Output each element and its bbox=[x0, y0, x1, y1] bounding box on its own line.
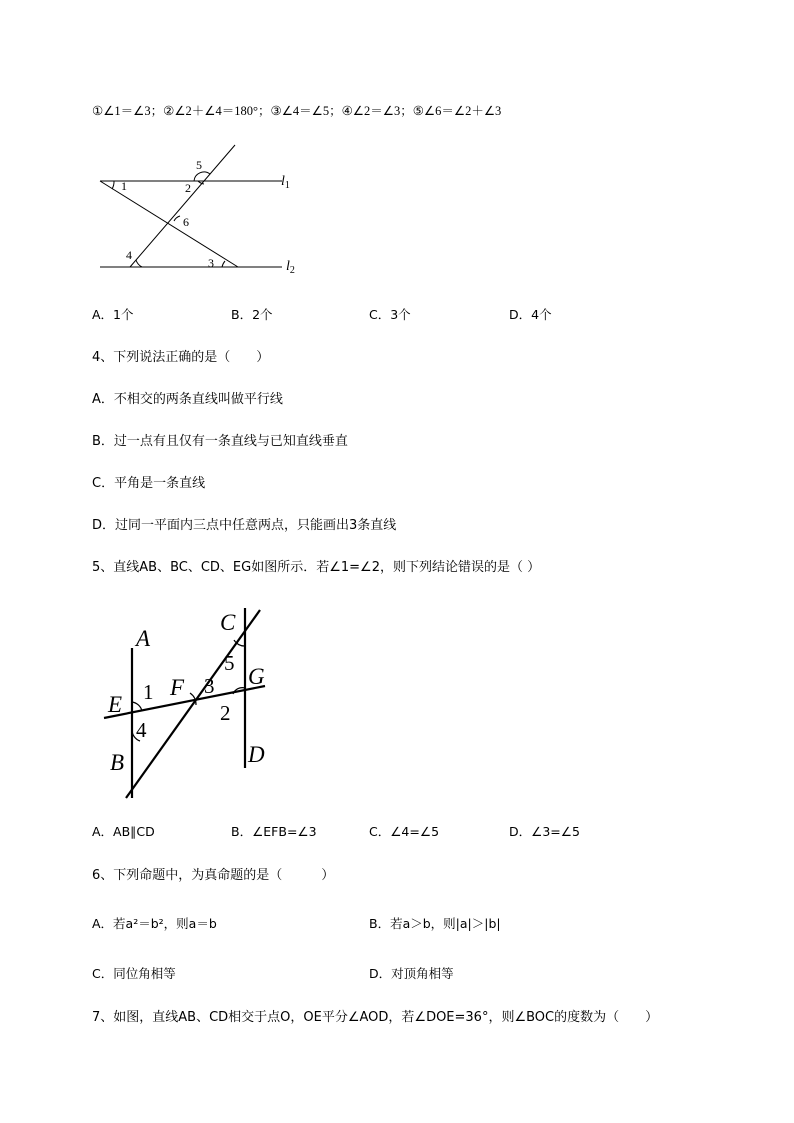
point-g-label: G bbox=[248, 664, 265, 689]
q4-option-a[interactable]: A．不相交的两条直线叫做平行线 bbox=[92, 392, 283, 407]
angle-2-label: 2 bbox=[220, 701, 231, 725]
arc-6 bbox=[174, 216, 180, 221]
point-b-label: B bbox=[110, 750, 125, 775]
q7-question: 7、如图，直线AB、CD相交于点O，OE平分∠AOD，若∠DOE=36°，则∠BOC的度数为（ ） bbox=[92, 1010, 659, 1025]
transversal-2 bbox=[130, 145, 235, 267]
angle-5-label: 5 bbox=[196, 158, 202, 172]
arc-4 bbox=[136, 260, 142, 267]
q5-option-d[interactable]: D．∠3=∠5 bbox=[509, 824, 580, 839]
angle-6-label: 6 bbox=[183, 215, 189, 229]
q6-question: 6、下列命题中，为真命题的是（ ） bbox=[92, 868, 335, 883]
q4-option-c[interactable]: C．平角是一条直线 bbox=[92, 476, 206, 491]
q5-figure bbox=[100, 598, 300, 808]
l2-label: $l_2$ bbox=[286, 259, 295, 276]
transversal-1 bbox=[100, 181, 238, 267]
q4-question: 4、下列说法正确的是（ ） bbox=[92, 350, 270, 365]
q3-option-d[interactable]: D．4个 bbox=[509, 307, 552, 322]
q6-option-b[interactable]: B．若a＞b，则|a|＞|b| bbox=[369, 916, 501, 931]
point-f-label: F bbox=[170, 675, 185, 700]
angle-1-label: 1 bbox=[143, 680, 154, 704]
q4-option-b[interactable]: B．过一点有且仅有一条直线与已知直线垂直 bbox=[92, 434, 348, 449]
q5-question: 5、直线AB、BC、CD、EG如图所示．若∠1=∠2，则下列结论错误的是（ ） bbox=[92, 560, 541, 575]
q3-figure bbox=[90, 140, 330, 280]
q3-option-c[interactable]: C．3个 bbox=[369, 307, 411, 322]
arc-1 bbox=[112, 181, 114, 189]
q3-option-a[interactable]: A．1个 bbox=[92, 307, 134, 322]
angle-3-label: 3 bbox=[204, 674, 215, 698]
q6-option-c[interactable]: C．同位角相等 bbox=[92, 966, 176, 981]
angle-5-label: 5 bbox=[224, 651, 235, 675]
q6-option-d[interactable]: D．对顶角相等 bbox=[369, 966, 454, 981]
angle-1-label: 1 bbox=[121, 179, 127, 193]
q3-conditions: ①∠1＝∠3；②∠2＋∠4＝180°；③∠4＝∠5；④∠2＝∠3；⑤∠6＝∠2＋∠3 bbox=[92, 104, 502, 118]
q5-option-c[interactable]: C．∠4=∠5 bbox=[369, 824, 440, 839]
angle-3-label: 3 bbox=[208, 256, 214, 270]
point-e-label: E bbox=[108, 692, 123, 717]
l1-label: $l_1$ bbox=[281, 174, 290, 191]
q6-option-a[interactable]: A．若a²＝b²，则a＝b bbox=[92, 916, 217, 931]
line-eg bbox=[104, 686, 265, 718]
q3-option-b[interactable]: B．2个 bbox=[231, 307, 273, 322]
angle-4-label: 4 bbox=[126, 248, 132, 262]
q5-option-b[interactable]: B．∠EFB=∠3 bbox=[231, 824, 317, 839]
angle-2-label: 2 bbox=[185, 181, 191, 195]
point-c-label: C bbox=[220, 610, 236, 635]
q4-option-d[interactable]: D．过同一平面内三点中任意两点，只能画出3条直线 bbox=[92, 518, 397, 533]
point-a-label: A bbox=[136, 626, 151, 651]
q5-option-a[interactable]: A．AB∥CD bbox=[92, 824, 155, 839]
arc-3 bbox=[222, 261, 225, 267]
point-d-label: D bbox=[248, 742, 265, 767]
angle-4-label: 4 bbox=[136, 718, 147, 742]
